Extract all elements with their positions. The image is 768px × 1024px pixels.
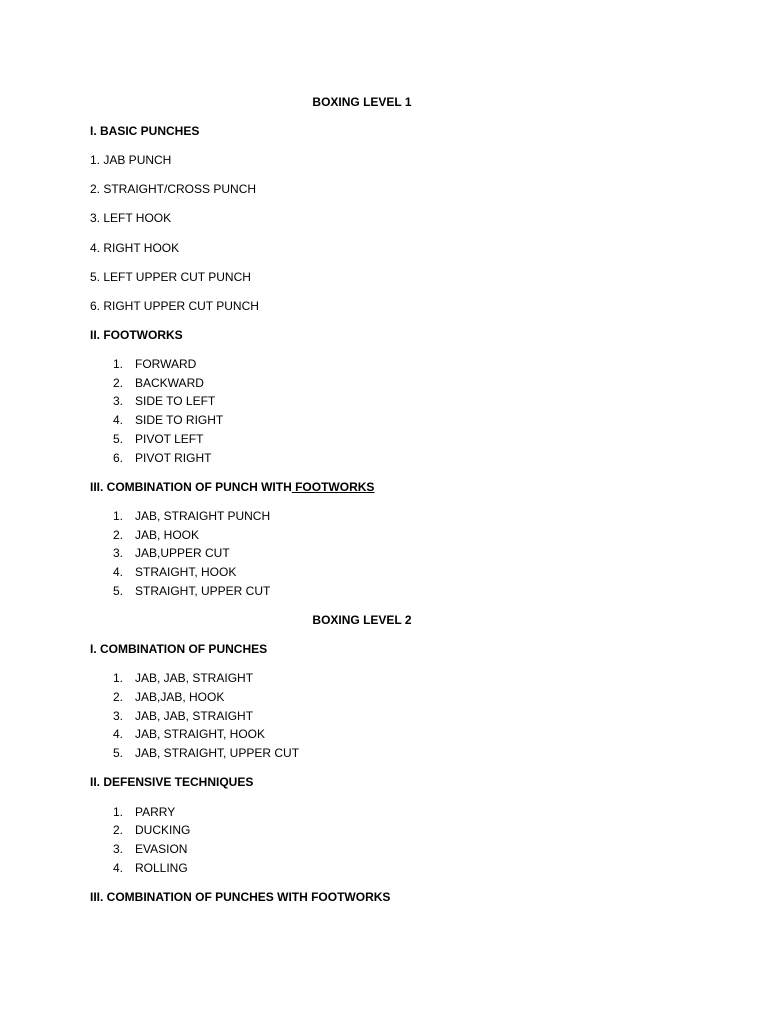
list-item: BACKWARD: [135, 376, 204, 390]
list-item-number: 2.: [113, 528, 124, 542]
list-item: 5. LEFT UPPER CUT PUNCH: [90, 270, 251, 284]
list-item: JAB, JAB, STRAIGHT: [135, 709, 254, 723]
list-item-number: 6.: [113, 451, 124, 465]
list-item-number: 3.: [113, 842, 124, 856]
list-item-number: 1.: [113, 805, 124, 819]
heading-prefix: III. COMBINATION OF PUNCH WITH: [90, 480, 292, 494]
list-item: 6. RIGHT UPPER CUT PUNCH: [90, 299, 259, 313]
list-item: JAB, STRAIGHT PUNCH: [135, 509, 271, 523]
list-item-number: 3.: [113, 546, 124, 560]
list-item-number: 5.: [113, 584, 124, 598]
list-item: JAB, JAB, STRAIGHT: [135, 671, 254, 685]
list-item: STRAIGHT, HOOK: [135, 565, 237, 579]
list-item-number: 3.: [113, 394, 124, 408]
list-item-number: 4.: [113, 565, 124, 579]
list-item: JAB, STRAIGHT, UPPER CUT: [135, 746, 300, 760]
list-item-number: 5.: [113, 746, 124, 760]
level2-section2-heading: II. DEFENSIVE TECHNIQUES: [90, 775, 254, 789]
list-item: 2. STRAIGHT/CROSS PUNCH: [90, 182, 257, 196]
list-item: PIVOT RIGHT: [135, 451, 212, 465]
list-item: PARRY: [135, 805, 176, 819]
level1-section2-heading: II. FOOTWORKS: [90, 328, 183, 342]
list-item-number: 3.: [113, 709, 124, 723]
list-item-number: 4.: [113, 413, 124, 427]
level2-section1-heading: I. COMBINATION OF PUNCHES: [90, 642, 268, 656]
list-item: FORWARD: [135, 357, 197, 371]
list-item: 1. JAB PUNCH: [90, 153, 172, 167]
list-item: SIDE TO LEFT: [135, 394, 216, 408]
list-item: 3. LEFT HOOK: [90, 211, 172, 225]
list-item-number: 2.: [113, 376, 124, 390]
level2-title: BOXING LEVEL 2: [312, 613, 412, 627]
list-item-number: 4.: [113, 861, 124, 875]
level1-section3-heading: [90, 480, 374, 494]
level1-title: BOXING LEVEL 1: [312, 95, 412, 109]
list-item-number: 2.: [113, 823, 124, 837]
list-item-number: 2.: [113, 690, 124, 704]
list-item: JAB,UPPER CUT: [135, 546, 230, 560]
list-item: ROLLING: [135, 861, 188, 875]
heading-underlined: FOOTWORKS: [291, 480, 375, 494]
list-item: STRAIGHT, UPPER CUT: [135, 584, 271, 598]
list-item: DUCKING: [135, 823, 191, 837]
list-item: JAB, HOOK: [135, 528, 200, 542]
list-item: PIVOT LEFT: [135, 432, 204, 446]
list-item: JAB,JAB, HOOK: [135, 690, 225, 704]
list-item-number: 1.: [113, 357, 124, 371]
list-item-number: 5.: [113, 432, 124, 446]
level1-section1-heading: I. BASIC PUNCHES: [90, 124, 200, 138]
list-item: JAB, STRAIGHT, HOOK: [135, 727, 266, 741]
list-item-number: 4.: [113, 727, 124, 741]
list-item: EVASION: [135, 842, 188, 856]
list-item: 4. RIGHT HOOK: [90, 241, 180, 255]
level2-section3-heading: III. COMBINATION OF PUNCHES WITH FOOTWORKS: [90, 890, 391, 904]
list-item-number: 1.: [113, 671, 124, 685]
list-item: SIDE TO RIGHT: [135, 413, 224, 427]
list-item-number: 1.: [113, 509, 124, 523]
